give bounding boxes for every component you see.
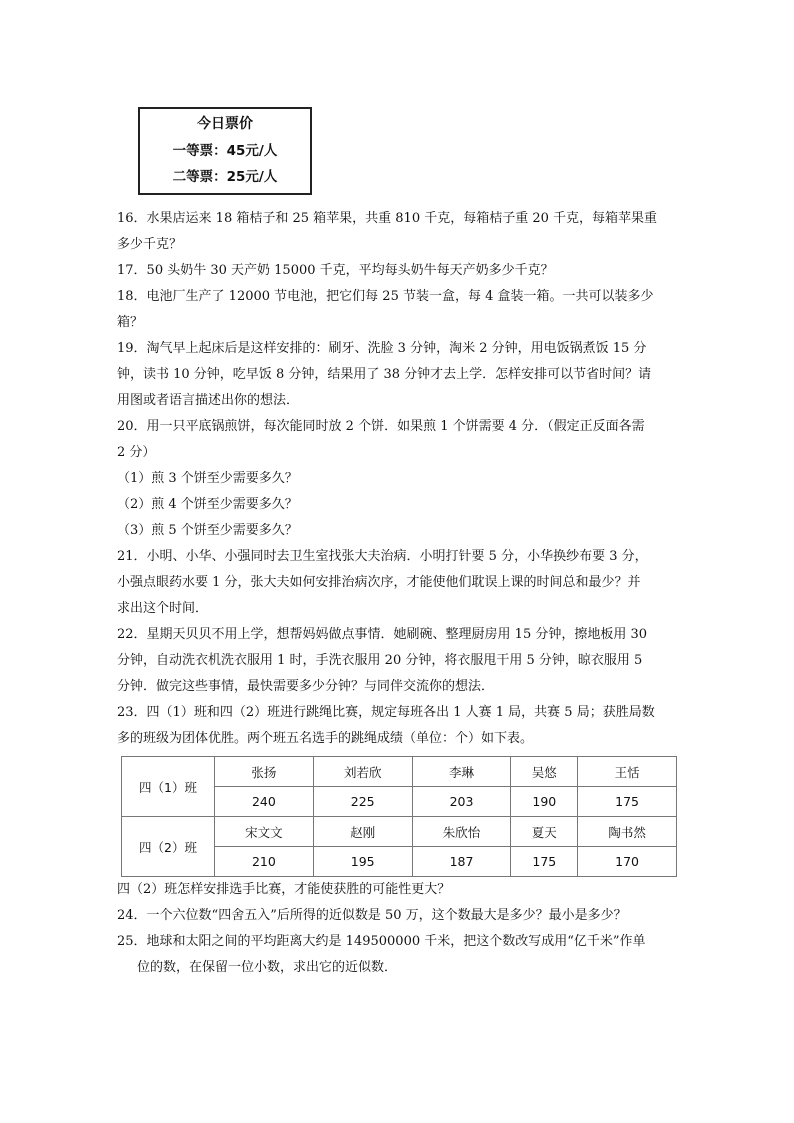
player-name: 吴悠: [511, 757, 578, 787]
question-25: [117, 929, 677, 981]
player-name: 张扬: [215, 757, 314, 787]
question-line: 25．地球和太阳之间的平均距离大约是 149500000 千米，把这个数改写成用“亿千米”作单: [117, 934, 646, 949]
question-line: 21．小明、小华、小强同时去卫生室找张大夫治病．小明打针要 5 分，小华换纱布要 3 分，: [117, 549, 648, 564]
player-score: 187: [412, 847, 511, 877]
player-name: 朱欣怡: [412, 817, 511, 847]
second-class-ticket: 二等票：25元/人: [172, 168, 278, 185]
question-17: [117, 258, 677, 284]
question-line: 17．50 头奶牛 30 天产奶 15000 千克，平均每头奶牛每天产奶多少千克？: [117, 263, 554, 278]
player-score: 170: [578, 847, 677, 877]
player-score: 175: [511, 847, 578, 877]
table-row: [122, 757, 677, 787]
question-line: 多的班级为团体优胜。两个班五名选手的跳绳成绩（单位：个）如下表。: [117, 731, 534, 746]
question-line: 用图或者语言描述出你的想法．: [117, 393, 300, 408]
player-name: 赵刚: [313, 817, 412, 847]
player-score: 175: [578, 787, 677, 817]
class-label: 四（1）班: [122, 757, 215, 817]
player-score: 225: [313, 787, 412, 817]
question-line: 多少千克？: [117, 237, 183, 252]
ticket-price-box: [138, 107, 312, 195]
question-24: [117, 903, 677, 929]
player-name: 夏天: [511, 817, 578, 847]
sub-question: （2）煎 4 个饼至少需要多久？: [117, 497, 298, 512]
question-19: [117, 336, 677, 414]
table-row: [122, 817, 677, 847]
player-name: 陶书然: [578, 817, 677, 847]
question-21: [117, 544, 677, 622]
player-name: 宋文文: [215, 817, 314, 847]
question-line: 位的数，在保留一位小数，求出它的近似数．: [137, 960, 398, 975]
player-name: 李琳: [412, 757, 511, 787]
player-score: 240: [215, 787, 314, 817]
class-label: 四（2）班: [122, 817, 215, 877]
question-18: [117, 284, 677, 336]
question-line: 22．星期天贝贝不用上学，想帮妈妈做点事情．她刷碗、整理厨房用 15 分钟，擦地板用 30: [117, 627, 648, 642]
question-20: [117, 414, 677, 544]
sub-question: （1）煎 3 个饼至少需要多久？: [117, 471, 298, 486]
sub-question: （3）煎 5 个饼至少需要多久？: [117, 523, 298, 538]
question-16: [117, 206, 677, 258]
question-line: 18．电池厂生产了 12000 节电池，把它们每 25 节装一盒，每 4 盒装一箱。一共可以装多少: [117, 289, 654, 304]
player-score: 190: [511, 787, 578, 817]
question-line: 钟，读书 10 分钟，吃早饭 8 分钟，结果用了 38 分钟才去上学．怎样安排可以节省时间？请: [117, 367, 652, 382]
question-line: 四（2）班怎样安排选手比赛，才能使获胜的可能性更大？: [117, 882, 451, 897]
question-line: 23．四（1）班和四（2）班进行跳绳比赛，规定每班各出 1 人赛 1 局，共赛 5 局；获胜局数: [117, 705, 655, 720]
question-line: 16．水果店运来 18 箱桔子和 25 箱苹果，共重 810 千克，每箱桔子重 20 千克，每箱苹果重: [117, 211, 658, 226]
player-score: 203: [412, 787, 511, 817]
player-name: 王恬: [578, 757, 677, 787]
question-list: [117, 206, 677, 981]
jump-rope-score-table: [121, 756, 677, 877]
question-line: 箱？: [117, 315, 144, 330]
question-line: 求出这个时间．: [117, 601, 209, 616]
player-score: 210: [215, 847, 314, 877]
question-23: [117, 700, 677, 903]
question-line: 小强点眼药水要 1 分，张大夫如何安排治病次序，才能使他们耽误上课的时间总和最少？并: [117, 575, 641, 590]
question-line: 20．用一只平底锅煎饼，每次能同时放 2 个饼．如果煎 1 个饼需要 4 分．（假定正反面各需: [117, 419, 645, 434]
question-line: 分钟．做完这些事情，最快需要多少分钟？与同伴交流你的想法．: [117, 679, 495, 694]
player-name: 刘若欣: [313, 757, 412, 787]
question-22: [117, 622, 677, 700]
ticket-title: 今日票价: [197, 115, 253, 132]
question-line: 2 分）: [117, 445, 156, 460]
question-line: 分钟，自动洗衣机洗衣服用 1 时，手洗衣服用 20 分钟，将衣服甩干用 5 分钟，晾衣服用 5: [117, 653, 643, 668]
player-score: 195: [313, 847, 412, 877]
question-line: 19．淘气早上起床后是这样安排的：刷牙、洗脸 3 分钟，淘米 2 分钟，用电饭锅煮饭 15 分: [117, 341, 647, 356]
question-line: 24．一个六位数“四舍五入”后所得的近似数是 50 万，这个数最大是多少？最小是多少？: [117, 908, 627, 923]
first-class-ticket: 一等票：45元/人: [172, 142, 278, 159]
